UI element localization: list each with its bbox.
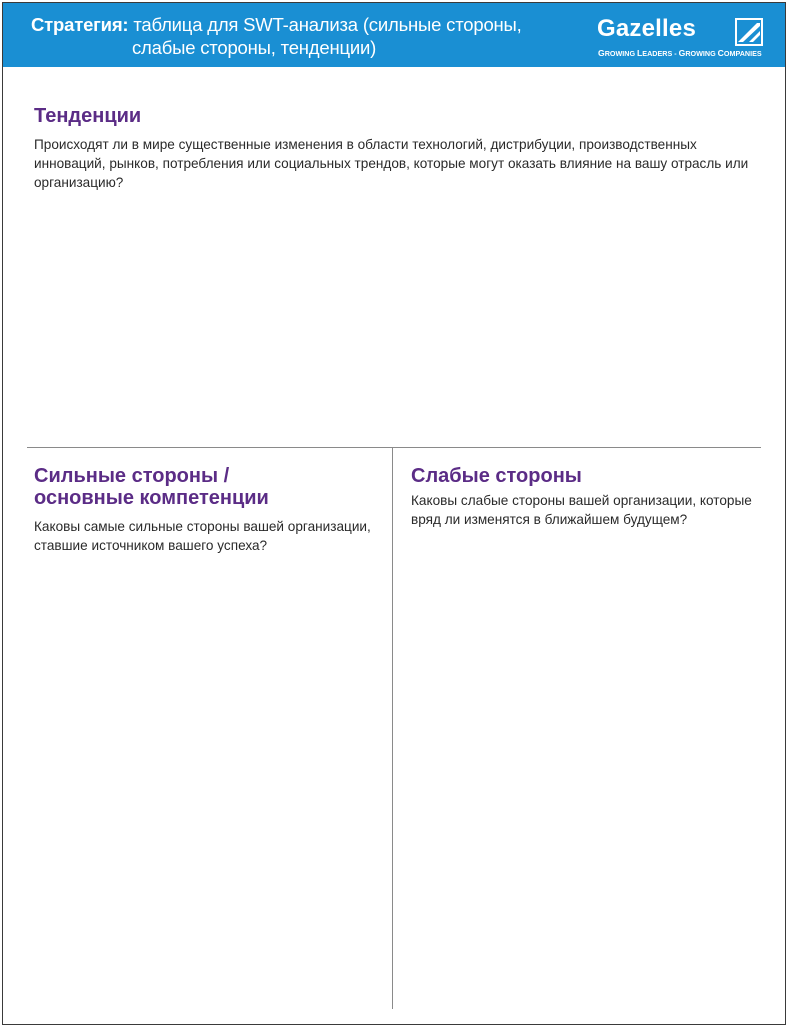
- strengths-question: Каковы самые сильные стороны вашей организации, ставшие источником вашего успеха?: [34, 519, 371, 553]
- page-title-label: Стратегия:: [31, 14, 129, 35]
- strengths-heading: [34, 465, 374, 509]
- page-title: [31, 13, 522, 59]
- vertical-divider: [392, 448, 393, 1009]
- trends-heading: Тенденции: [34, 105, 142, 127]
- weaknesses-heading: Слабые стороны: [411, 465, 582, 487]
- logo-tagline: GROWING LEADERS - GROWING COMPANIES: [598, 48, 762, 58]
- worksheet-page: [2, 2, 786, 1025]
- strengths-heading-line-2: основные компетенции: [34, 487, 269, 509]
- gazelles-logo-mark-icon: [735, 18, 763, 46]
- gazelles-logo: [597, 16, 767, 60]
- header-bar: [3, 3, 785, 67]
- horizontal-divider: [27, 447, 761, 448]
- weaknesses-question: Каковы слабые стороны вашей организации, которые вряд ли изменятся в ближайшем будущем?: [411, 493, 752, 527]
- logo-wordmark: Gazelles: [597, 15, 696, 42]
- page-title-line-1: таблица для SWT-анализа (сильные стороны,: [128, 14, 522, 35]
- strengths-heading-line-1: Сильные стороны /: [34, 465, 230, 487]
- trends-question: Происходят ли в мире существенные изменения в области технологий, дистрибуции, производственных инноваций, рынков, потребления или социальных трендов, которые могут оказать влияние на вашу отрасль или организацию?: [34, 137, 749, 190]
- page-title-line-2: слабые стороны, тенденции): [132, 37, 377, 58]
